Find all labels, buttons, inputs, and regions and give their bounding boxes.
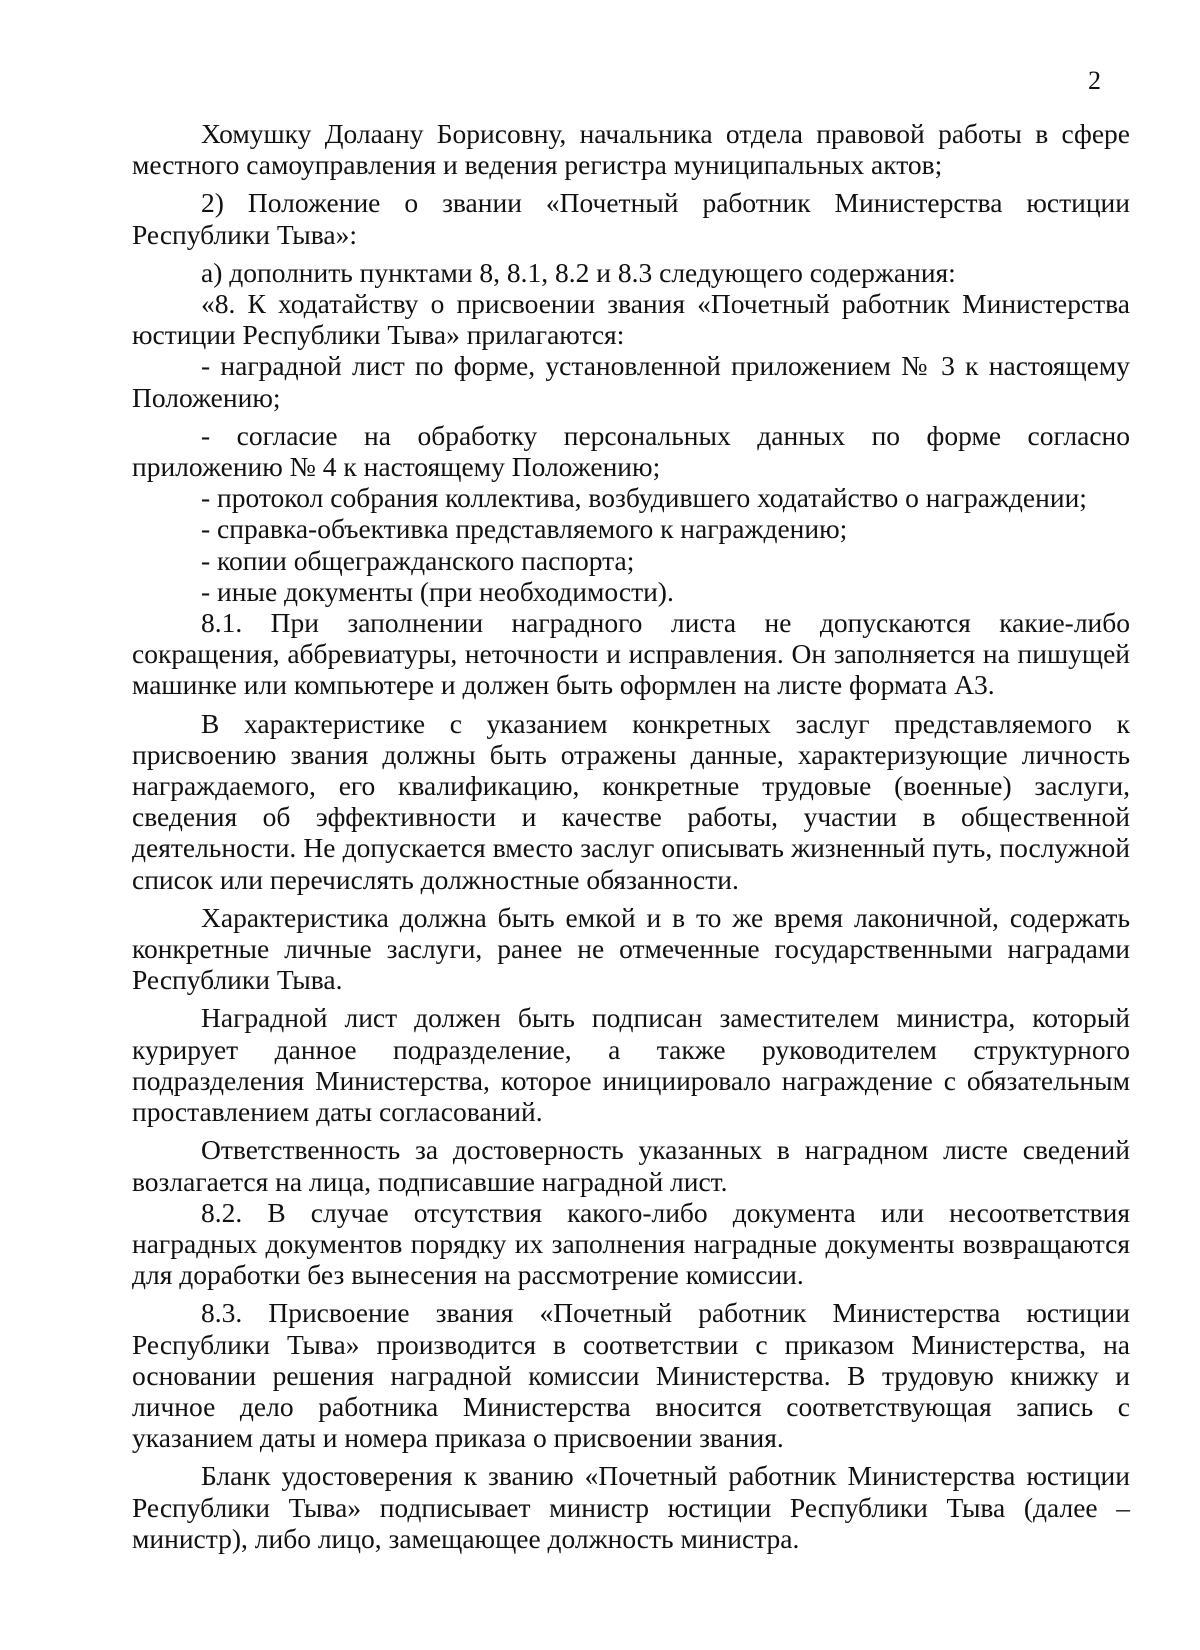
list-item-consent: - согласие на обработку персональных данных по форме согласно приложению № 4 к настоящему Положению;: [132, 419, 1130, 483]
paragraph-clause-8-2: 8.2. В случае отсутствия какого-либо документа или несоответствия наградных документов порядку их заполнения наградные документы возвращаются для доработки без вынесения на рассмотрение комиссии.: [132, 1196, 1130, 1291]
page-number: 2: [1088, 66, 1101, 95]
list-item-award-sheet: - наградной лист по форме, установленной приложением № 3 к настоящему Положению;: [132, 350, 1130, 413]
paragraph-clause-8: «8. К ходатайству о присвоении звания «Почетный работник Министерства юстиции Республики Тыва» прилагаются:: [132, 288, 1130, 351]
paragraph-appointee: Хомушку Долаану Борисовну, начальника отдела правовой работы в сфере местного самоуправления и ведения регистра муниципальных актов;: [132, 118, 1130, 181]
paragraph-clause-8-1: 8.1. При заполнении наградного листа не допускаются какие-либо сокращения, аббревиатуры, неточности и исправления. Он заполняется на пишущей машинке или компьютере и должен быть оформлен на листе формата А3.: [132, 607, 1130, 701]
paragraph-characteristic: В характеристике с указанием конкретных заслуг представляемого к присвоению звания должны быть отражены данные, характеризующие личность награждаемого, его квалификацию, конкретные трудовые (военные) заслуги, сведения об эффективности и качестве работы, участии в общественной деятельности. Не допускается вместо заслуг описывать жизненный путь, послужной список или перечислять должностные обязанности.: [132, 707, 1130, 895]
list-item-passport-copies: - копии общегражданского паспорта;: [201, 544, 635, 576]
paragraph-characteristic-content: Характеристика должна быть емкой и в то же время лаконичной, содержать конкретные личные заслуги, ранее не отмеченные государственными наградами Республики Тыва.: [132, 901, 1130, 996]
document-body: [132, 118, 1130, 1554]
paragraph-clause-8-3: 8.3. Присвоение звания «Почетный работник Министерства юстиции Республики Тыва» производится в соответствии с приказом Министерства, на основании решения наградной комиссии Министерства. В трудовую книжку и личное дело работника Министерства вносится соответствующая запись с указанием даты и номера приказа о присвоении звания.: [132, 1297, 1130, 1454]
paragraph-amendment-intro: а) дополнить пунктами 8, 8.1, 8.2 и 8.3 следующего содержания:: [201, 256, 956, 288]
list-item-reference: - справка-объективка представляемого к награждению;: [201, 513, 848, 545]
list-item-protocol: - протокол собрания коллектива, возбудившего ходатайство о награждении;: [201, 482, 1087, 514]
paragraph-responsibility: Ответственность за достоверность указанных в наградном листе сведений возлагается на лица, подписавшие наградной лист.: [132, 1134, 1130, 1197]
list-item-other-documents: - иные документы (при необходимости).: [201, 575, 674, 607]
paragraph-signature-requirements: Наградной лист должен быть подписан заместителем министра, который курирует данное подразделение, а также руководителем структурного подразделения Министерства, которое инициировало награждение с обязательным проставлением даты согласований.: [132, 1002, 1130, 1128]
paragraph-certificate-form: Бланк удостоверения к званию «Почетный работник Министерства юстиции Республики Тыва» подписывает министр юстиции Республики Тыва (далее – министр), либо лицо, замещающее должность министра.: [132, 1460, 1130, 1554]
paragraph-regulation-title: 2) Положение о звании «Почетный работник Министерства юстиции Республики Тыва»:: [132, 187, 1130, 250]
